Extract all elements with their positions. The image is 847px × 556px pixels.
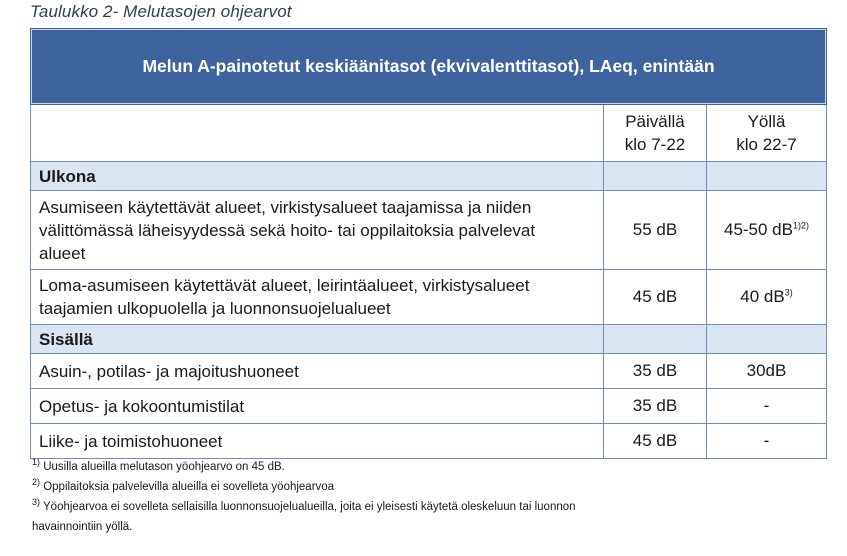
section-day-empty	[604, 162, 707, 191]
footnote-text: Uusilla alueilla melutason yöohjearvo on 45 dB.	[40, 461, 285, 473]
table-header-row	[31, 29, 827, 105]
footnote-marker: 1)	[32, 457, 41, 468]
footnote-text: Yöohjearvoa ei sovelleta sellaisilla luonnonsuojelualueilla, joita ei yleisesti käytetä oleskeluun tai luonnon	[40, 501, 576, 513]
table-row	[31, 354, 827, 389]
footnote-marker: 2)	[32, 477, 41, 488]
night-value-footnote-ref: 3)	[784, 287, 793, 298]
row-label-line: taajamien ulkopuolella ja luonnonsuojelualueet	[39, 299, 391, 318]
row-night-value: -	[707, 389, 827, 424]
row-label: Liike- ja toimistohuoneet	[31, 424, 604, 459]
section-row-indoor	[31, 325, 827, 354]
row-label	[31, 270, 604, 325]
row-label: Opetus- ja kokoontumistilat	[31, 389, 604, 424]
footnotes	[32, 457, 576, 537]
section-label-outdoor: Ulkona	[31, 162, 604, 191]
row-day-value: 55 dB	[604, 191, 707, 270]
table-row	[31, 389, 827, 424]
noise-guideline-table	[30, 28, 827, 459]
row-label	[31, 191, 604, 270]
night-value-text: 40 dB	[740, 287, 785, 306]
row-label-line: Loma-asumiseen käytettävät alueet, leirintäalueet, virkistysalueet	[39, 276, 530, 295]
column-header-empty	[31, 105, 604, 162]
column-header-day	[604, 105, 707, 162]
column-header-night-line1: Yöllä	[747, 112, 786, 131]
night-value-text: 45-50 dB	[723, 220, 793, 239]
noise-guideline-table-wrapper	[30, 28, 826, 459]
row-label-line: alueet	[39, 243, 86, 263]
column-header-day-line2: klo 7-22	[624, 135, 686, 154]
row-day-value: 45 dB	[604, 270, 707, 325]
column-header-row	[31, 105, 827, 162]
table-row	[31, 191, 827, 270]
row-day-value: 35 dB	[604, 389, 707, 424]
table-header: Melun A-painotetut keskiäänitasot (ekvivalenttitasot), LAeq, enintään	[31, 29, 827, 105]
section-label-indoor: Sisällä	[31, 325, 604, 354]
column-header-night-line2: klo 22-7	[736, 135, 797, 154]
night-value-footnote-ref: 1)2)	[792, 220, 809, 231]
table-row	[31, 270, 827, 325]
row-night-value	[707, 191, 827, 270]
footnote-marker: 3)	[32, 497, 41, 508]
column-header-night	[707, 105, 827, 162]
table-row	[31, 424, 827, 459]
footnote	[32, 477, 576, 497]
row-day-value: 35 dB	[604, 354, 707, 389]
section-night-empty	[707, 325, 827, 354]
footnote-text-continued: havainnointiin yöllä.	[32, 521, 133, 533]
row-label-line: Asumiseen käytettävät alueet, virkistysalueet taajamissa ja niiden	[39, 197, 532, 217]
column-header-day-line1: Päivällä	[625, 112, 685, 131]
footnote	[32, 457, 576, 477]
section-day-empty	[604, 325, 707, 354]
row-label: Asuin-, potilas- ja majoitushuoneet	[31, 354, 604, 389]
table-caption: Taulukko 2- Melutasojen ohjearvot	[30, 2, 292, 21]
row-label-line: välittömässä läheisyydessä sekä hoito- tai oppilaitoksia palvelevat	[39, 220, 536, 240]
footnote-text: Oppilaitoksia palvelevilla alueilla ei sovelleta yöohjearvoa	[40, 481, 335, 493]
row-night-value: 30dB	[707, 354, 827, 389]
section-night-empty	[707, 162, 827, 191]
footnote	[32, 497, 576, 537]
row-night-value: -	[707, 424, 827, 459]
section-row-outdoor	[31, 162, 827, 191]
row-day-value: 45 dB	[604, 424, 707, 459]
row-night-value	[707, 270, 827, 325]
